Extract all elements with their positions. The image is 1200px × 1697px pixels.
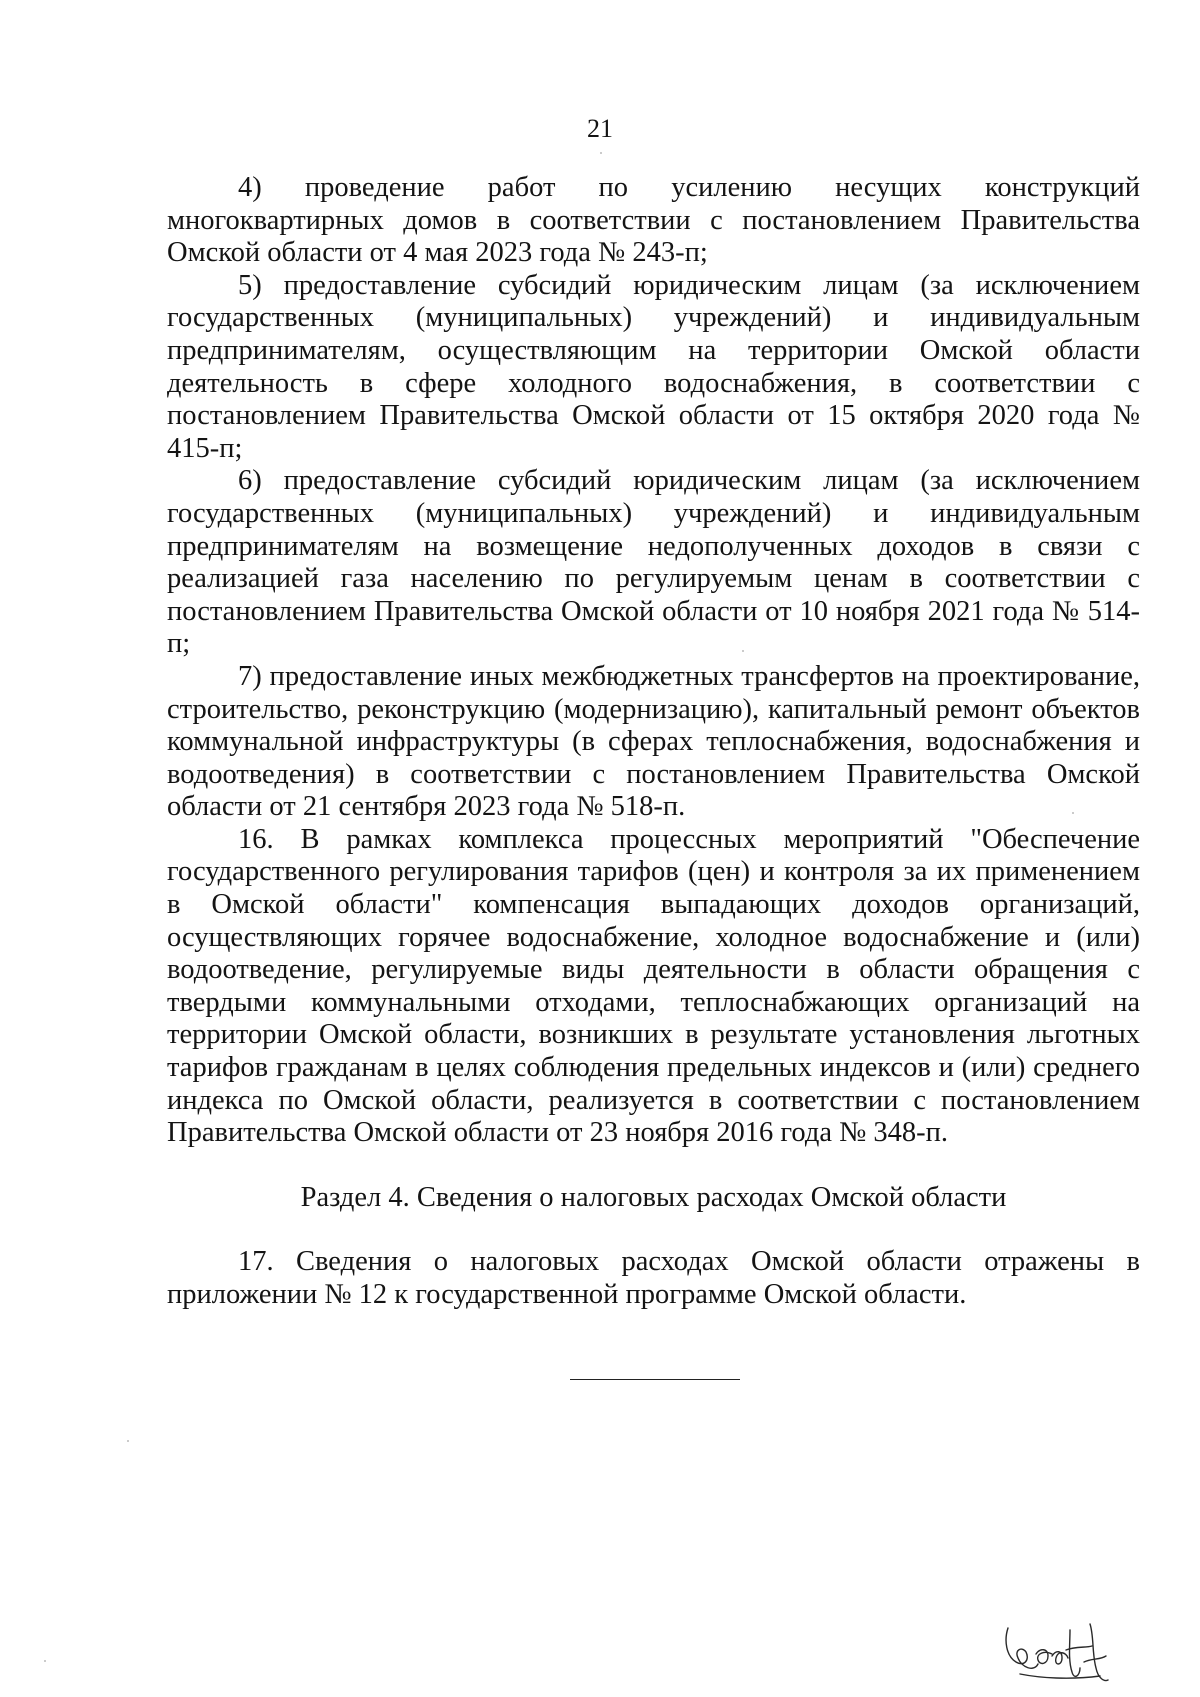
scan-speck — [742, 650, 744, 652]
page-number: 21 — [587, 114, 613, 143]
scan-speck — [127, 1440, 129, 1442]
paragraph-item-6: 6) предоставление субсидий юридическим лицам (за исключением государственных (муниципальных) учреждений) и индивидуальным предпринимателям на возмещение недополученных доходов в связи с реализацией газа населению по регулируемым ценам в соответствии с постановлением Правительства Омской области от 10 ноября 2021 года № 514-п; — [167, 465, 1140, 660]
document-body — [167, 172, 1140, 1312]
end-of-text-rule — [570, 1379, 740, 1380]
paragraph-clause-17: 17. Сведения о налоговых расходах Омской области отражены в приложении № 12 к государственной программе Омской области. — [167, 1246, 1140, 1310]
paragraph-item-5: 5) предоставление субсидий юридическим лицам (за исключением государственных (муниципальных) учреждений) и индивидуальным предпринимателям, осуществляющим на территории Омской области деятельность в сфере холодного водоснабжения, в соответствии с постановлением Правительства Омской области от 15 октября 2020 года № 415-п; — [167, 269, 1140, 464]
paragraph-clause-16: 16. В рамках комплекса процессных мероприятий "Обеспечение государственного регулирования тарифов (цен) и контроля за их применением в Омской области" компенсация выпадающих доходов организаций, осуществляющих горячее водоснабжение, холодное водоснабжение и (или) водоотведение, регулируемые виды деятельности в области обращения с твердыми коммунальными отходами, теплоснабжающих организаций на территории Омской области, возникших в результате установления льготных тарифов гражданам в целях соблюдения предельных индексов и (или) среднего индекса по Омской области, реализуется в соответствии с постановлением Правительства Омской области от 23 ноября 2016 года № 348-п. — [167, 823, 1140, 1149]
signature-icon — [1000, 1610, 1120, 1690]
paragraph-item-7: 7) предоставление иных межбюджетных трансфертов на проектирование, строительство, реконструкцию (модернизацию), капитальный ремонт объектов коммунальной инфраструктуры (в сферах теплоснабжения, водоснабжения и водоотведения) в соответствии с постановлением Правительства Омской области от 21 сентября 2023 года № 518-п. — [167, 660, 1140, 823]
scan-speck — [600, 152, 602, 154]
paragraph-item-4: 4) проведение работ по усилению несущих конструкций многоквартирных домов в соответствии с постановлением Правительства Омской области от 4 мая 2023 года № 243-п; — [167, 172, 1140, 269]
section-heading: Раздел 4. Сведения о налоговых расходах Омской области — [300, 1181, 1007, 1213]
scan-speck — [1072, 812, 1074, 814]
scan-speck — [44, 1660, 46, 1662]
